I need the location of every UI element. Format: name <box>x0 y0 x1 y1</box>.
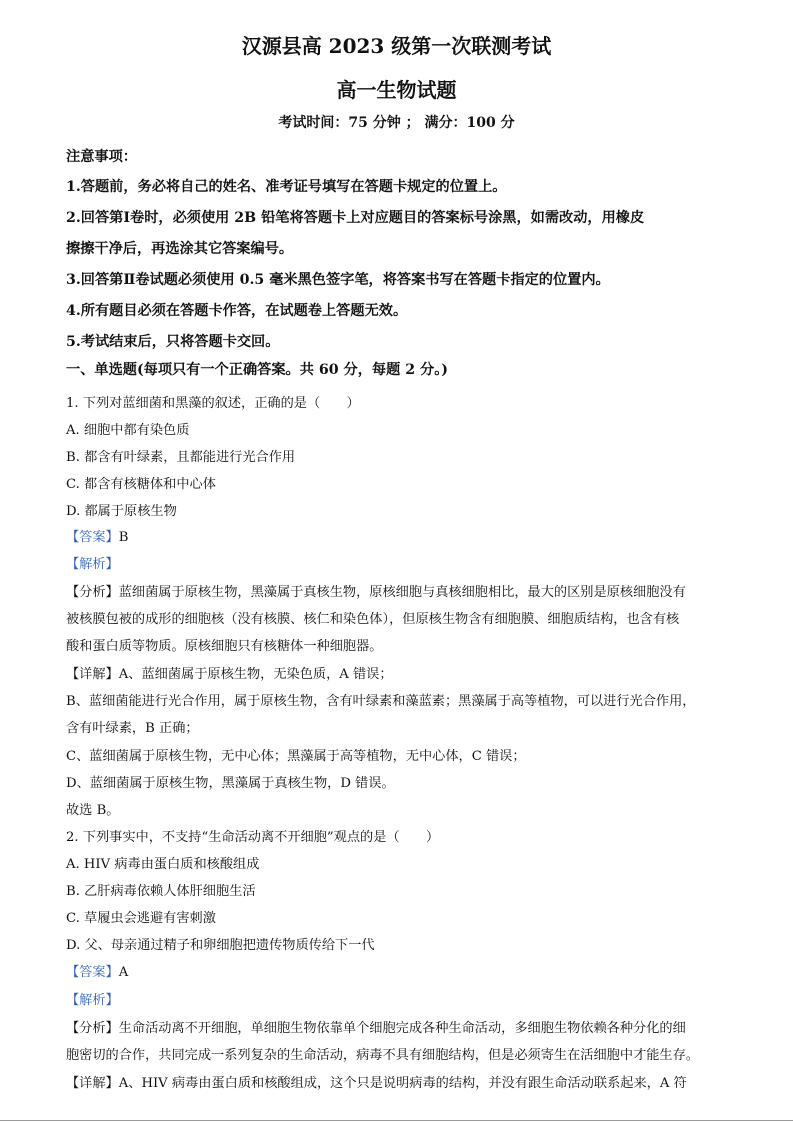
detail-line: B、蓝细菌能进行光合作用，属于原核生物，含有叶绿素和藻蓝素；黑藻属于高等植物，可以进行光合作用， <box>66 694 696 709</box>
xiangjie-tag: 【详解】 <box>66 667 119 682</box>
detail-line: 含有叶绿素，B 正确； <box>66 721 199 736</box>
fenxi-text: 生命活动离不开细胞，单细胞生物依靠单个细胞完成各种生命活动，多细胞生物依赖各种分化的细 <box>118 1021 686 1036</box>
analysis-line: 酸和蛋白质等物质。原核细胞只有核糖体一种细胞器。 <box>66 639 383 654</box>
answer-value: A <box>118 965 129 980</box>
fenxi-text: 蓝细菌属于原核生物，黑藻属于真核生物，原核细胞与真核细胞相比，最大的区别是原核细胞没有 <box>118 585 686 600</box>
detail-line: C、蓝细菌属于原核生物，无中心体；黑藻属于高等植物，无中心体，C 错误； <box>66 749 526 764</box>
question-option: B. 乙肝病毒依赖人体肝细胞生活 <box>66 884 256 899</box>
detail-line: D、蓝细菌属于原核生物，黑藻属于真核生物，D 错误。 <box>66 776 395 791</box>
detail-text: A、HIV 病毒由蛋白质和核酸组成，这个只是说明病毒的结构，并没有跟生命活动联系起来，A 符 <box>118 1076 687 1091</box>
exam-subtitle: 高一生物试题 <box>336 78 457 102</box>
detail-line: 故选 B。 <box>66 803 120 818</box>
notice-item: 4.所有题目必须在答题卡作答，在试题卷上答题无效。 <box>66 303 408 319</box>
notice-item: 2.回答第Ⅰ卷时，必须使用 2B 铅笔将答题卡上对应题目的答案标号涂黑，如需改动，用橡皮 <box>66 210 645 226</box>
analysis-tag: 【解析】 <box>66 557 119 572</box>
xiangjie-tag: 【详解】 <box>66 1076 119 1091</box>
section-heading: 一、单选题(每项只有一个正确答案。共 60 分，每题 2 分。) <box>66 362 449 378</box>
analysis-tag: 【解析】 <box>66 993 119 1008</box>
notice-heading: 注意事项： <box>66 149 137 165</box>
detail-text: A、蓝细菌属于原核生物，无染色质，A 错误； <box>118 667 393 682</box>
answer-tag: 【答案】 <box>66 965 119 980</box>
answer-tag: 【答案】 <box>66 530 119 545</box>
answer-line <box>66 961 128 980</box>
question-option: C. 都含有核糖体和中心体 <box>66 477 216 492</box>
exam-info: 考试时间：75 分钟 ； 满分：100 分 <box>278 115 515 131</box>
detail-line <box>66 663 393 682</box>
answer-value: B <box>118 530 129 545</box>
analysis-line: 胞密切的合作，共同完成一系列复杂的生命活动，病毒不具有细胞结构，但是必须寄生在活细胞中才能生存。 <box>66 1048 699 1063</box>
notice-item: 1.答题前，务必将自己的姓名、准考证号填写在答题卡规定的位置上。 <box>66 179 507 195</box>
notice-item: 3.回答第Ⅱ卷试题必须使用 0.5 毫米黑色签字笔，将答案书写在答题卡指定的位置内。 <box>66 272 610 288</box>
fenxi-tag: 【分析】 <box>66 585 119 600</box>
question-stem: 2. 下列事实中，不支持“生命活动离不开细胞”观点的是（ ） <box>66 830 440 845</box>
fenxi-tag: 【分析】 <box>66 1021 119 1036</box>
analysis-line: 被核膜包被的成形的细胞核（没有核膜、核仁和染色体），但原核生物含有细胞膜、细胞质结构，也含有核 <box>66 612 680 627</box>
notice-item: 5.考试结束后，只将答题卡交回。 <box>66 334 280 350</box>
question-option: D. 父、母亲通过精子和卵细胞把遗传物质传给下一代 <box>66 938 375 953</box>
detail-line <box>66 1072 687 1091</box>
exam-title: 汉源县高 2023 级第一次联测考试 <box>241 34 552 58</box>
question-option: C. 草履虫会逃避有害刺激 <box>66 911 216 926</box>
analysis-line <box>66 581 686 600</box>
question-option: A. HIV 病毒由蛋白质和核酸组成 <box>66 857 260 872</box>
page-bottom-divider <box>0 1120 793 1121</box>
question-option: D. 都属于原核生物 <box>66 504 177 519</box>
question-stem: 1. 下列对蓝细菌和黑藻的叙述，正确的是（ ） <box>66 396 360 411</box>
analysis-line <box>66 1017 686 1036</box>
question-option: B. 都含有叶绿素，且都能进行光合作用 <box>66 450 296 465</box>
answer-line <box>66 526 128 545</box>
question-option: A. 细胞中都有染色质 <box>66 423 190 438</box>
notice-item: 擦擦干净后，再选涂其它答案编号。 <box>66 241 294 257</box>
